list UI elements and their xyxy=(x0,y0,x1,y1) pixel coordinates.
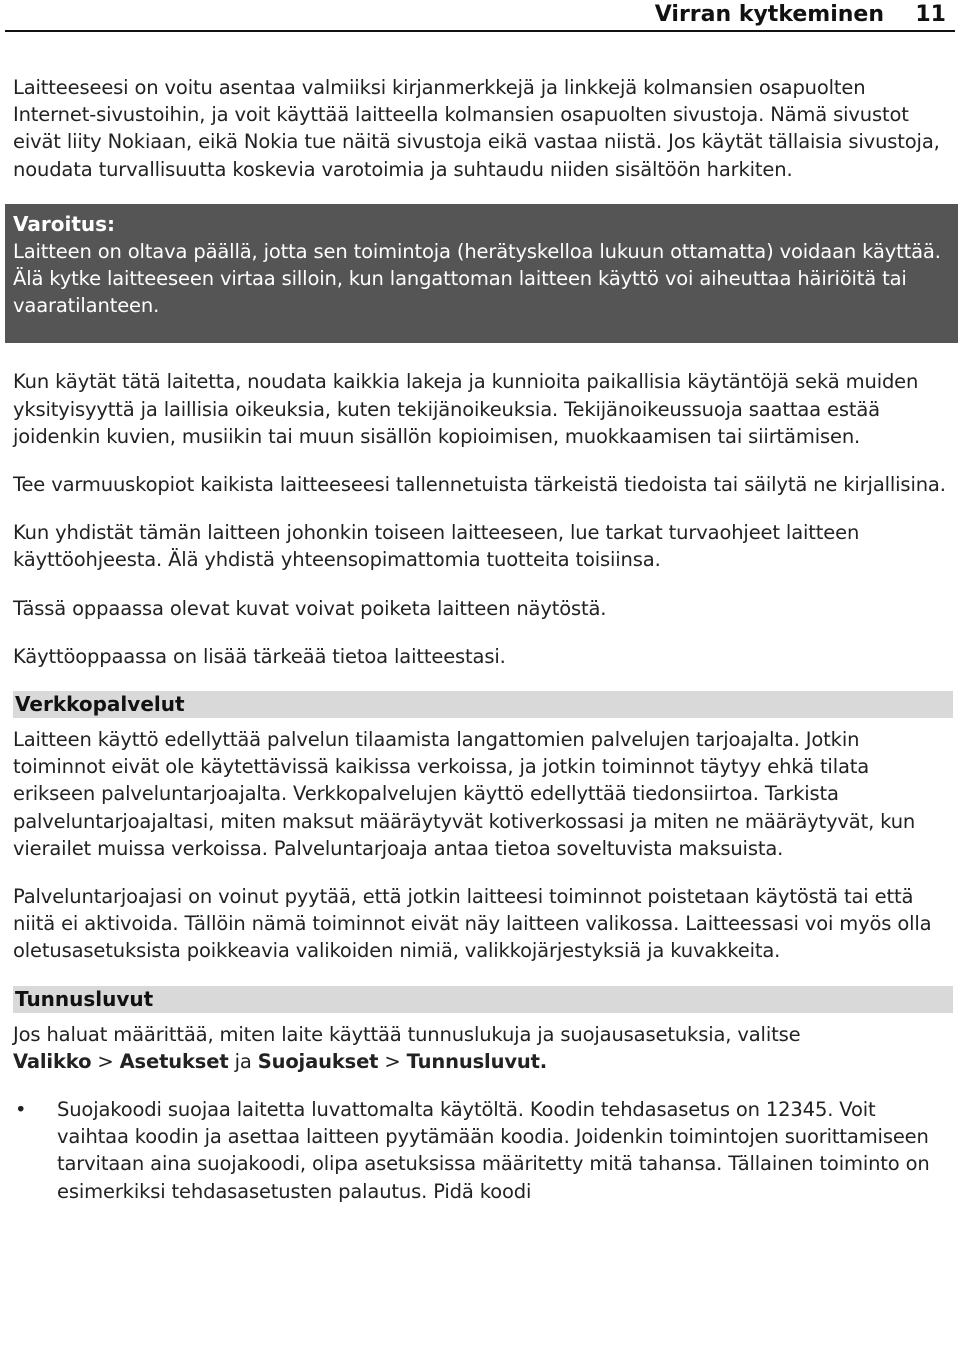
paragraph-connect: Kun yhdistät tämän laitteen johonkin toiseen laitteeseen, lue tarkat turvaohjeet laitteen käyttöohjeesta. Älä yhdistä yhteensopimattomia tuotteita toisiinsa. xyxy=(13,521,860,572)
bullet-icon: • xyxy=(15,1098,27,1122)
paragraph-images: Tässä oppaassa olevat kuvat voivat poiketa laitteen näytöstä. xyxy=(13,596,607,620)
header-title: Virran kytkeminen xyxy=(654,2,884,27)
intro-paragraph: Laitteeseesi on voitu asentaa valmiiksi kirjanmerkkejä ja linkkejä kolmansien osapuolten Internet-sivustoihin, ja voit käyttää laitteella kolmansien osapuolten sivustoja. Nämä sivustot eivät liity Nokiaan, eikä Nokia tue näitä sivustoja eikä vastaa niistä. Jos käytät tällaisia sivustoja, noudata turvallisuutta koskevia varotoimia ja suhtaudu niiden sisältöön harkiten. xyxy=(13,76,940,181)
section-heading-passcodes: Tunnusluvut xyxy=(13,986,953,1013)
bullet-text: Suojakoodi suojaa laitetta luvattomalta käytöltä. Koodin tehdasasetus on 12345. Voit vaihtaa koodin ja asettaa laitteen pyytämään koodia. Joidenkin toimintojen suorittamiseen tarvitaan aina suojakoodi, olipa asetuksissa määritetty mitä tahansa. Tällainen toiminto on esimerkiksi tehdasasetusten palautus. Pidä koodi xyxy=(57,1098,930,1203)
menu-path-tunnusluvut: Tunnusluvut xyxy=(406,1049,540,1073)
network-services-paragraph-1: Laitteen käyttö edellyttää palvelun tilaamista langattomien palvelujen tarjoajalta. Jotkin toiminnot eivät ole käytettävissä kaikissa verkoissa, ja jotkin toiminnot täytyy ehkä tilata erikseen palveluntarjoajalta. Verkkopalvelujen käyttö edellyttää tiedonsiirtoa. Tarkista palveluntarjoajaltasi, miten maksut määräytyvät kotiverkossasi ja miten ne määräytyvät, kun vierailet muissa verkoissa. Palveluntarjoaja antaa tietoa soveltuvista maksuista. xyxy=(13,728,916,860)
menu-path-separator: > xyxy=(91,1049,120,1073)
warning-box xyxy=(5,204,958,344)
menu-path-separator: > xyxy=(378,1049,407,1073)
paragraph-guide: Käyttöoppaassa on lisää tärkeää tietoa laitteestasi. xyxy=(13,644,506,668)
word-ja: ja xyxy=(228,1049,258,1073)
passcodes-intro-text: Jos haluat määrittää, miten laite käyttää tunnuslukuja ja suojausasetuksia, valitse xyxy=(13,1022,801,1046)
menu-path-asetukset: Asetukset xyxy=(119,1049,229,1073)
passcodes-bullet-list xyxy=(13,1096,953,1205)
network-services-paragraph-2: Palveluntarjoajasi on voinut pyytää, että jotkin laitteesi toiminnot poistetaan käytöstä tai että niitä ei aktivoida. Tällöin nämä toiminnot eivät näy laitteen valikossa. Laitteessasi voi myös olla oletusasetuksista poikkeavia valikoiden nimiä, valikkojärjestyksiä ja kuvakkeita. xyxy=(13,885,932,963)
paragraph-backup: Tee varmuuskopiot kaikista laitteeseesi tallennetuista tärkeistä tiedoista tai säilytä ne kirjallisina. xyxy=(13,473,946,497)
paragraph-legal: Kun käytät tätä laitetta, noudata kaikkia lakeja ja kunnioita paikallisia käytäntöjä sekä muiden yksityisyyttä ja laillisia oikeuksia, kuten tekijänoikeuksia. Tekijänoikeussuoja saattaa estää joidenkin kuvien, musiikin tai muun sisällön kopioimisen, muokkaamisen tai siirtämisen. xyxy=(13,370,919,448)
menu-path-valikko: Valikko xyxy=(13,1049,92,1073)
sentence-period: . xyxy=(539,1049,548,1073)
passcodes-intro xyxy=(13,1021,953,1075)
warning-text: Laitteen on oltava päällä, jotta sen toimintoja (herätyskelloa lukuun ottamatta) voidaan käyttää. Älä kytke laitteeseen virtaa silloin, kun langattoman laitteen käyttö voi aiheuttaa häiriöitä tai vaaratilanteen. xyxy=(13,239,941,318)
page-header xyxy=(0,0,960,30)
warning-title: Varoitus: xyxy=(13,211,116,236)
page-content xyxy=(13,74,953,1205)
list-item xyxy=(13,1096,953,1205)
menu-path-suojaukset: Suojaukset xyxy=(257,1049,379,1073)
header-rule xyxy=(5,30,955,32)
section-heading-network-services: Verkkopalvelut xyxy=(13,691,953,718)
page-number: 11 xyxy=(915,2,946,27)
